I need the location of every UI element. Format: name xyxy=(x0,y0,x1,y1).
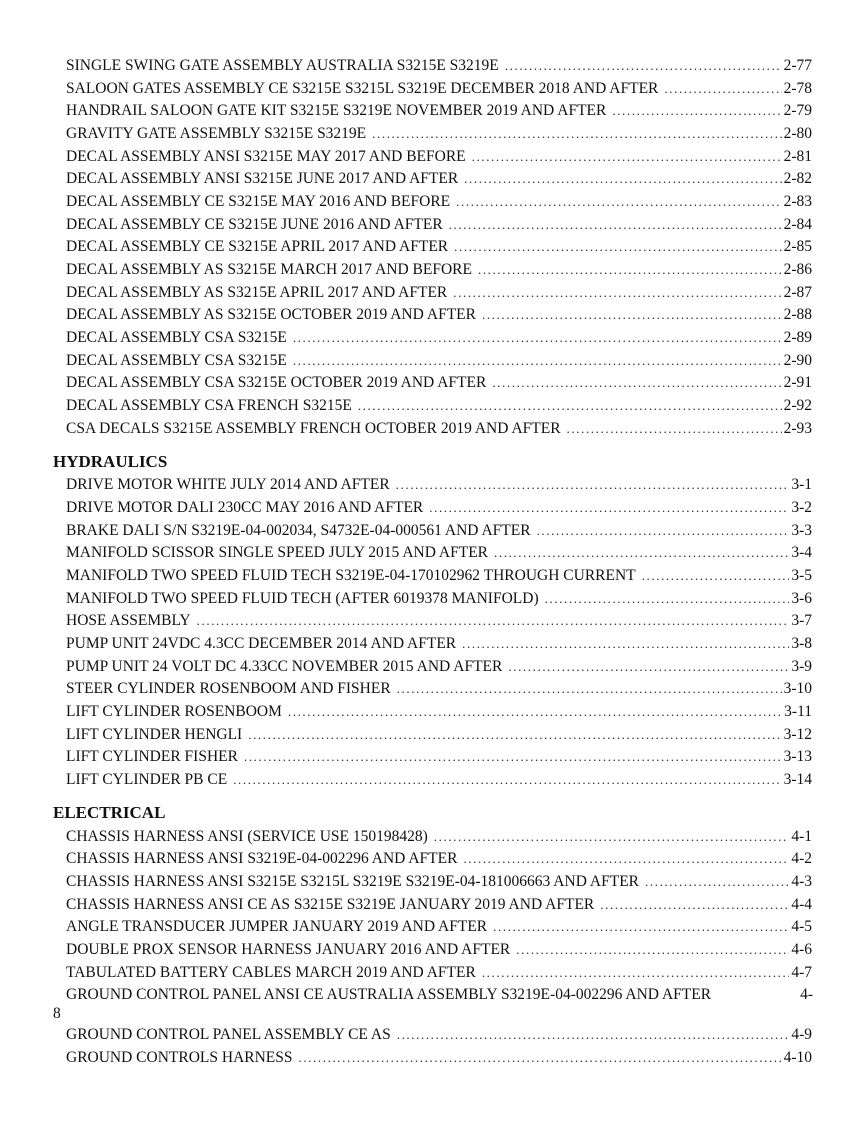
toc-entry[interactable] xyxy=(66,893,812,916)
toc-entry[interactable] xyxy=(66,1023,812,1046)
toc-entry-title: SALOON GATES ASSEMBLY CE S3215E S3215L S3219E DECEMBER 2018 AND AFTER xyxy=(66,80,659,97)
dot-leader xyxy=(288,700,782,723)
dot-leader xyxy=(293,349,782,372)
toc-entry[interactable] xyxy=(66,167,812,190)
toc-entry-title: DECAL ASSEMBLY AS S3215E MARCH 2017 AND BEFORE xyxy=(66,261,472,278)
toc-entry[interactable] xyxy=(66,496,812,519)
dot-leader xyxy=(482,961,790,984)
dot-leader xyxy=(482,303,782,326)
toc-entry-title: GROUND CONTROL PANEL ASSEMBLY CE AS xyxy=(66,1026,391,1043)
toc-entry-page: 2-77 xyxy=(783,57,812,74)
toc-entry-title: ANGLE TRANSDUCER JUMPER JANUARY 2019 AND AFTER xyxy=(66,918,488,935)
toc-entry-title: STEER CYLINDER ROSENBOOM AND FISHER xyxy=(66,680,391,697)
dot-leader xyxy=(493,915,789,938)
toc-entry-page-part1: 4- xyxy=(800,986,813,1003)
toc-entry-title: DECAL ASSEMBLY ANSI S3215E MAY 2017 AND BEFORE xyxy=(66,148,466,165)
dot-leader xyxy=(397,1023,790,1046)
dot-leader xyxy=(664,77,781,100)
toc-entry[interactable] xyxy=(66,122,812,145)
dot-leader xyxy=(429,496,789,519)
dot-leader xyxy=(545,587,790,610)
dot-leader xyxy=(464,167,781,190)
toc-entry-title: MANIFOLD SCISSOR SINGLE SPEED JULY 2015 AND AFTER xyxy=(66,544,489,561)
toc-entry[interactable] xyxy=(66,632,812,655)
toc-entry-page: 3-13 xyxy=(783,748,812,765)
toc-entry-title: SINGLE SWING GATE ASSEMBLY AUSTRALIA S3215E S3219E xyxy=(66,57,499,74)
section-heading: ELECTRICAL xyxy=(53,803,166,822)
dot-leader xyxy=(612,99,781,122)
toc-entry[interactable] xyxy=(66,235,812,258)
toc-entry[interactable] xyxy=(66,281,812,304)
dot-leader xyxy=(642,564,790,587)
toc-entry[interactable] xyxy=(66,768,812,791)
toc-entry-title: CHASSIS HARNESS ANSI S3219E-04-002296 AND AFTER xyxy=(66,850,458,867)
toc-entry-page: 2-93 xyxy=(783,420,812,437)
toc-entry-page: 3-10 xyxy=(783,680,812,697)
dot-leader xyxy=(244,745,782,768)
toc-entry-page: 3-14 xyxy=(783,771,812,788)
toc-entry-page-part2: 8 xyxy=(53,1005,61,1022)
dot-leader xyxy=(492,371,781,394)
toc-entry-title: DECAL ASSEMBLY CE S3215E JUNE 2016 AND AFTER xyxy=(66,216,443,233)
toc-entry-page: 2-81 xyxy=(783,148,812,165)
toc-entry-title: MANIFOLD TWO SPEED FLUID TECH (AFTER 6019378 MANIFOLD) xyxy=(66,590,539,607)
toc-entry[interactable] xyxy=(66,349,812,372)
toc-entry-page: 4-9 xyxy=(791,1026,812,1043)
toc-entry-title: DECAL ASSEMBLY CE S3215E APRIL 2017 AND AFTER xyxy=(66,238,449,255)
toc-entry-title: LIFT CYLINDER FISHER xyxy=(66,748,238,765)
toc-entry-title: PUMP UNIT 24VDC 4.3CC DECEMBER 2014 AND AFTER xyxy=(66,635,457,652)
toc-entry-title: DECAL ASSEMBLY CSA S3215E OCTOBER 2019 AND AFTER xyxy=(66,374,487,391)
toc-entry-page: 3-7 xyxy=(791,612,812,629)
toc-entry[interactable] xyxy=(66,303,812,326)
toc-entry[interactable] xyxy=(66,587,812,610)
toc-entry-title: HANDRAIL SALOON GATE KIT S3215E S3219E NOVEMBER 2019 AND AFTER xyxy=(66,102,607,119)
toc-entry[interactable] xyxy=(66,609,812,632)
dot-leader xyxy=(453,281,781,304)
toc-entry[interactable] xyxy=(66,870,812,893)
dot-leader xyxy=(508,655,789,678)
toc-entry[interactable] xyxy=(66,213,812,236)
toc-entry-title: DOUBLE PROX SENSOR HARNESS JANUARY 2016 AND AFTER xyxy=(66,941,511,958)
toc-entry-page: 2-85 xyxy=(783,238,812,255)
toc-entry[interactable] xyxy=(66,1046,812,1069)
dot-leader xyxy=(645,870,789,893)
toc-entry-page: 3-11 xyxy=(784,703,812,720)
toc-entry-page: 3-12 xyxy=(783,726,812,743)
toc-entry-page: 4-10 xyxy=(783,1049,812,1066)
toc-entry[interactable] xyxy=(66,54,812,77)
toc-entry-title: CHASSIS HARNESS ANSI (SERVICE USE 150198428) xyxy=(66,828,428,845)
toc-entry-title: DRIVE MOTOR DALI 230CC MAY 2016 AND AFTER xyxy=(66,499,424,516)
toc-entry-title: DECAL ASSEMBLY ANSI S3215E JUNE 2017 AND AFTER xyxy=(66,170,459,187)
toc-entry-title: GROUND CONTROL PANEL ANSI CE AUSTRALIA ASSEMBLY S3219E-04-002296 AND AFTER xyxy=(66,986,712,1003)
toc-entry-title: TABULATED BATTERY CABLES MARCH 2019 AND AFTER xyxy=(66,964,476,981)
section-heading: HYDRAULICS xyxy=(53,452,168,471)
toc-entry-page: 2-87 xyxy=(783,284,812,301)
dot-leader xyxy=(600,893,789,916)
toc-entry-title: DECAL ASSEMBLY CSA FRENCH S3215E xyxy=(66,397,352,414)
toc-entry[interactable] xyxy=(66,700,812,723)
toc-entry-title: PUMP UNIT 24 VOLT DC 4.33CC NOVEMBER 2015 AND AFTER xyxy=(66,658,503,675)
toc-entry-page: 4-1 xyxy=(791,828,812,845)
toc-entry[interactable] xyxy=(66,564,812,587)
toc-entry-page: 2-89 xyxy=(783,329,812,346)
toc-entry[interactable] xyxy=(66,825,812,848)
toc-entry[interactable] xyxy=(66,723,812,746)
dot-leader xyxy=(248,723,781,746)
toc-entry[interactable] xyxy=(66,745,812,768)
toc-entry-title: CSA DECALS S3215E ASSEMBLY FRENCH OCTOBER 2019 AND AFTER xyxy=(66,420,561,437)
toc-entry-page: 3-1 xyxy=(791,476,812,493)
toc-entry-wrapped-line1 xyxy=(53,983,813,1006)
toc-entry-page: 2-91 xyxy=(783,374,812,391)
toc-entry-page: 2-82 xyxy=(783,170,812,187)
dot-leader xyxy=(358,394,782,417)
dot-leader xyxy=(299,1046,782,1069)
toc-entry-page: 2-88 xyxy=(783,306,812,323)
toc-entry-wrapped[interactable] xyxy=(53,983,813,1022)
toc-entry-title: LIFT CYLINDER PB CE xyxy=(66,771,228,788)
toc-entry-page: 3-6 xyxy=(791,590,812,607)
toc-entry[interactable] xyxy=(66,190,812,213)
dot-leader xyxy=(567,417,782,440)
toc-entry-page: 3-4 xyxy=(791,544,812,561)
toc-entry-page: 2-90 xyxy=(783,352,812,369)
toc-entry-title: GROUND CONTROLS HARNESS xyxy=(66,1049,293,1066)
toc-entry[interactable] xyxy=(66,961,812,984)
toc-entry-title: DECAL ASSEMBLY CE S3215E MAY 2016 AND BEFORE xyxy=(66,193,451,210)
toc-entry[interactable] xyxy=(66,655,812,678)
toc-entry[interactable] xyxy=(66,258,812,281)
toc-entry-title: DECAL ASSEMBLY AS S3215E OCTOBER 2019 AND AFTER xyxy=(66,306,476,323)
dot-leader xyxy=(233,768,781,791)
toc-entry[interactable] xyxy=(66,417,812,440)
dot-leader xyxy=(472,145,782,168)
toc-entry-page: 2-92 xyxy=(783,397,812,414)
toc-entry-page: 3-8 xyxy=(791,635,812,652)
toc-entry-page: 4-2 xyxy=(791,850,812,867)
toc-entry-page: 3-5 xyxy=(791,567,812,584)
toc-entry-title: LIFT CYLINDER ROSENBOOM xyxy=(66,703,282,720)
toc-entry-page: 4-3 xyxy=(791,873,812,890)
toc-entry-title: DECAL ASSEMBLY CSA S3215E xyxy=(66,329,287,346)
dot-leader xyxy=(449,213,782,236)
toc-entry-page: 2-80 xyxy=(783,125,812,142)
toc-entry[interactable] xyxy=(66,519,812,542)
toc-entry[interactable] xyxy=(66,847,812,870)
dot-leader xyxy=(463,847,789,870)
dot-leader xyxy=(197,609,790,632)
toc-entry-title: GRAVITY GATE ASSEMBLY S3215E S3219E xyxy=(66,125,367,142)
dot-leader xyxy=(396,473,790,496)
toc-entry[interactable] xyxy=(66,938,812,961)
toc-entry-title: DECAL ASSEMBLY CSA S3215E xyxy=(66,352,287,369)
dot-leader xyxy=(478,258,782,281)
toc-entry-page: 3-9 xyxy=(791,658,812,675)
toc-entry-title: CHASSIS HARNESS ANSI CE AS S3215E S3219E JANUARY 2019 AND AFTER xyxy=(66,896,595,913)
toc-entry[interactable] xyxy=(66,915,812,938)
toc-entry-page: 4-4 xyxy=(791,896,812,913)
dot-leader xyxy=(434,825,790,848)
toc-entry-page: 2-78 xyxy=(783,80,812,97)
toc-entry-wrapped-line2 xyxy=(53,1006,813,1022)
toc-entry[interactable] xyxy=(66,145,812,168)
dot-leader xyxy=(516,938,789,961)
toc-entry[interactable] xyxy=(66,326,812,349)
toc-entry-page: 4-7 xyxy=(791,964,812,981)
toc-entry-title: BRAKE DALI S/N S3219E-04-002034, S4732E-04-000561 AND AFTER xyxy=(66,522,531,539)
dot-leader xyxy=(462,632,789,655)
toc-entry[interactable] xyxy=(66,677,812,700)
toc-entry-title: DRIVE MOTOR WHITE JULY 2014 AND AFTER xyxy=(66,476,390,493)
toc-entry-page: 3-2 xyxy=(791,499,812,516)
toc-entry[interactable] xyxy=(66,77,812,100)
toc-entry-page: 2-86 xyxy=(783,261,812,278)
dot-leader xyxy=(494,541,789,564)
dot-leader xyxy=(537,519,790,542)
toc-entry-title: HOSE ASSEMBLY xyxy=(66,612,191,629)
toc-entry-page: 2-84 xyxy=(783,216,812,233)
toc-entry-title: LIFT CYLINDER HENGLI xyxy=(66,726,243,743)
dot-leader xyxy=(456,190,781,213)
toc-entry[interactable] xyxy=(66,473,812,496)
toc-entry-title: DECAL ASSEMBLY AS S3215E APRIL 2017 AND AFTER xyxy=(66,284,448,301)
dot-leader xyxy=(505,54,782,77)
dot-leader xyxy=(372,122,781,145)
toc-entry-page: 2-83 xyxy=(783,193,812,210)
toc-entry-title: CHASSIS HARNESS ANSI S3215E S3215L S3219E S3219E-04-181006663 AND AFTER xyxy=(66,873,640,890)
toc-entry-page: 3-3 xyxy=(791,522,812,539)
toc-entry-page: 4-5 xyxy=(791,918,812,935)
dot-leader xyxy=(454,235,781,258)
toc-entry-page: 4-6 xyxy=(791,941,812,958)
toc-entry[interactable] xyxy=(66,371,812,394)
toc-entry[interactable] xyxy=(66,541,812,564)
toc-entry[interactable] xyxy=(66,99,812,122)
toc-entry-title: MANIFOLD TWO SPEED FLUID TECH S3219E-04-170102962 THROUGH CURRENT xyxy=(66,567,636,584)
toc-entry[interactable] xyxy=(66,394,812,417)
dot-leader xyxy=(293,326,782,349)
toc-entry-page: 2-79 xyxy=(783,102,812,119)
dot-leader xyxy=(397,677,782,700)
